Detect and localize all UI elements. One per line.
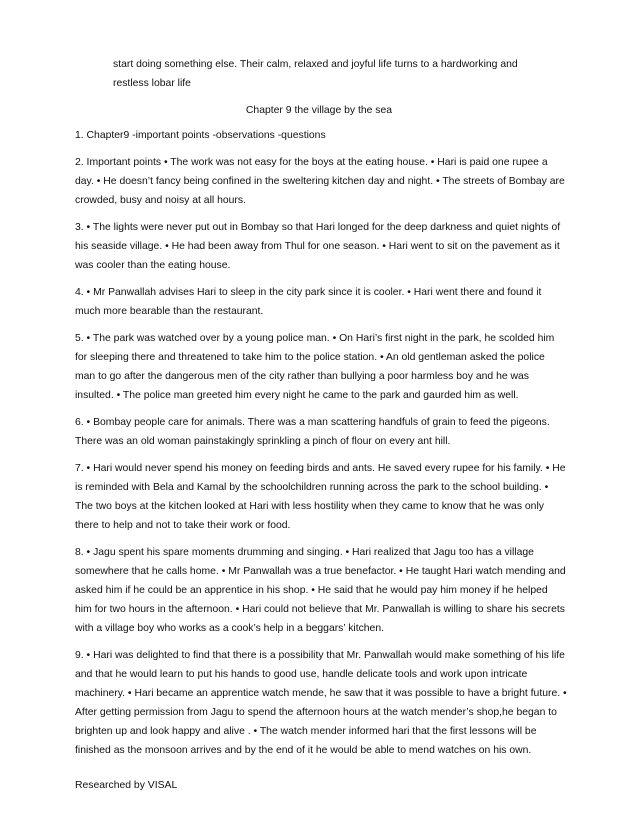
point-paragraph: 4. • Mr Panwallah advises Hari to sleep in the city park since it is cooler. • Hari went there and found it much more bearable than the restaurant.	[75, 287, 542, 317]
point-paragraph: 5. • The park was watched over by a young police man. • On Hari’s first night in the park, he scolded him for sleeping there and threatened to take him to the police station. • An old gentleman asked the police man to go after the dangerous men of the city rather than bullying a poor harmless boy and he was insulted. • The police man greeted him every night he came to the park and gaurded him as well.	[75, 333, 555, 401]
chapter-title: Chapter 9 the village by the sea	[245, 105, 393, 116]
points-list	[75, 126, 567, 768]
point-paragraph: 6. • Bombay people care for animals. There was a man scattering handfuls of grain to feed the pigeons. There was an old woman painstakingly sprinkling a pinch of flour on every ant hill.	[75, 417, 550, 447]
point-paragraph: 1. Chapter9 -important points -observations -questions	[75, 130, 326, 141]
point-paragraph: 7. • Hari would never spend his money on feeding birds and ants. He saved every rupee for his family. • He is reminded with Bela and Kamal by the schoolchildren running across the park to the school building. • The two boys at the kitchen looked at Hari with less hostility when they came to know that he was only there to help and not to take their work or food.	[75, 463, 566, 531]
point-paragraph: 3. • The lights were never put out in Bombay so that Hari longed for the deep darkness and quiet nights of his seaside village. • He had been away from Thul for one season. • Hari went to sit on the pavement as it was cooler than the eating house.	[75, 222, 561, 271]
footer-credit: Researched by VISAL	[75, 780, 178, 791]
point-paragraph: 8. • Jagu spent his spare moments drumming and singing. • Hari realized that Jagu too has a village somewhere that he calls home. • Mr Panwallah was a true benefactor. • He taught Hari watch mending and asked him if he could be an apprentice in his shop. • He said that he would pay him money if he helped him for two hours in the afternoon. • Hari could not believe that Mr. Panwallah is willing to share his secrets with a village boy who works as a cook’s help in a beggars’ kitchen.	[75, 547, 566, 634]
point-paragraph: 9. • Hari was delighted to find that there is a possibility that Mr. Panwallah would make something of his life and that he would learn to put his hands to good use, handle delicate tools and work upon intricate machinery. • Hari became an apprentice watch mende, he saw that it was possible to have a bright future. • After getting permission from Jagu to spend the afternoon hours at the watch mender’s shop,he began to brighten up and look happy and alive . • The watch mender informed hari that the first lessons will be finished as the monsoon arrives and by the end of it he would be able to mend watches on his own.	[75, 650, 567, 756]
point-paragraph: 2. Important points • The work was not easy for the boys at the eating house. • Hari is paid one rupee a day. • He doesn’t fancy being confined in the sweltering kitchen day and night. • The streets of Bombay are crowded, busy and noisy at all hours.	[75, 157, 565, 206]
intro-paragraph: start doing something else. Their calm, relaxed and joyful life turns to a hardworking and restless lobar life	[113, 59, 518, 89]
